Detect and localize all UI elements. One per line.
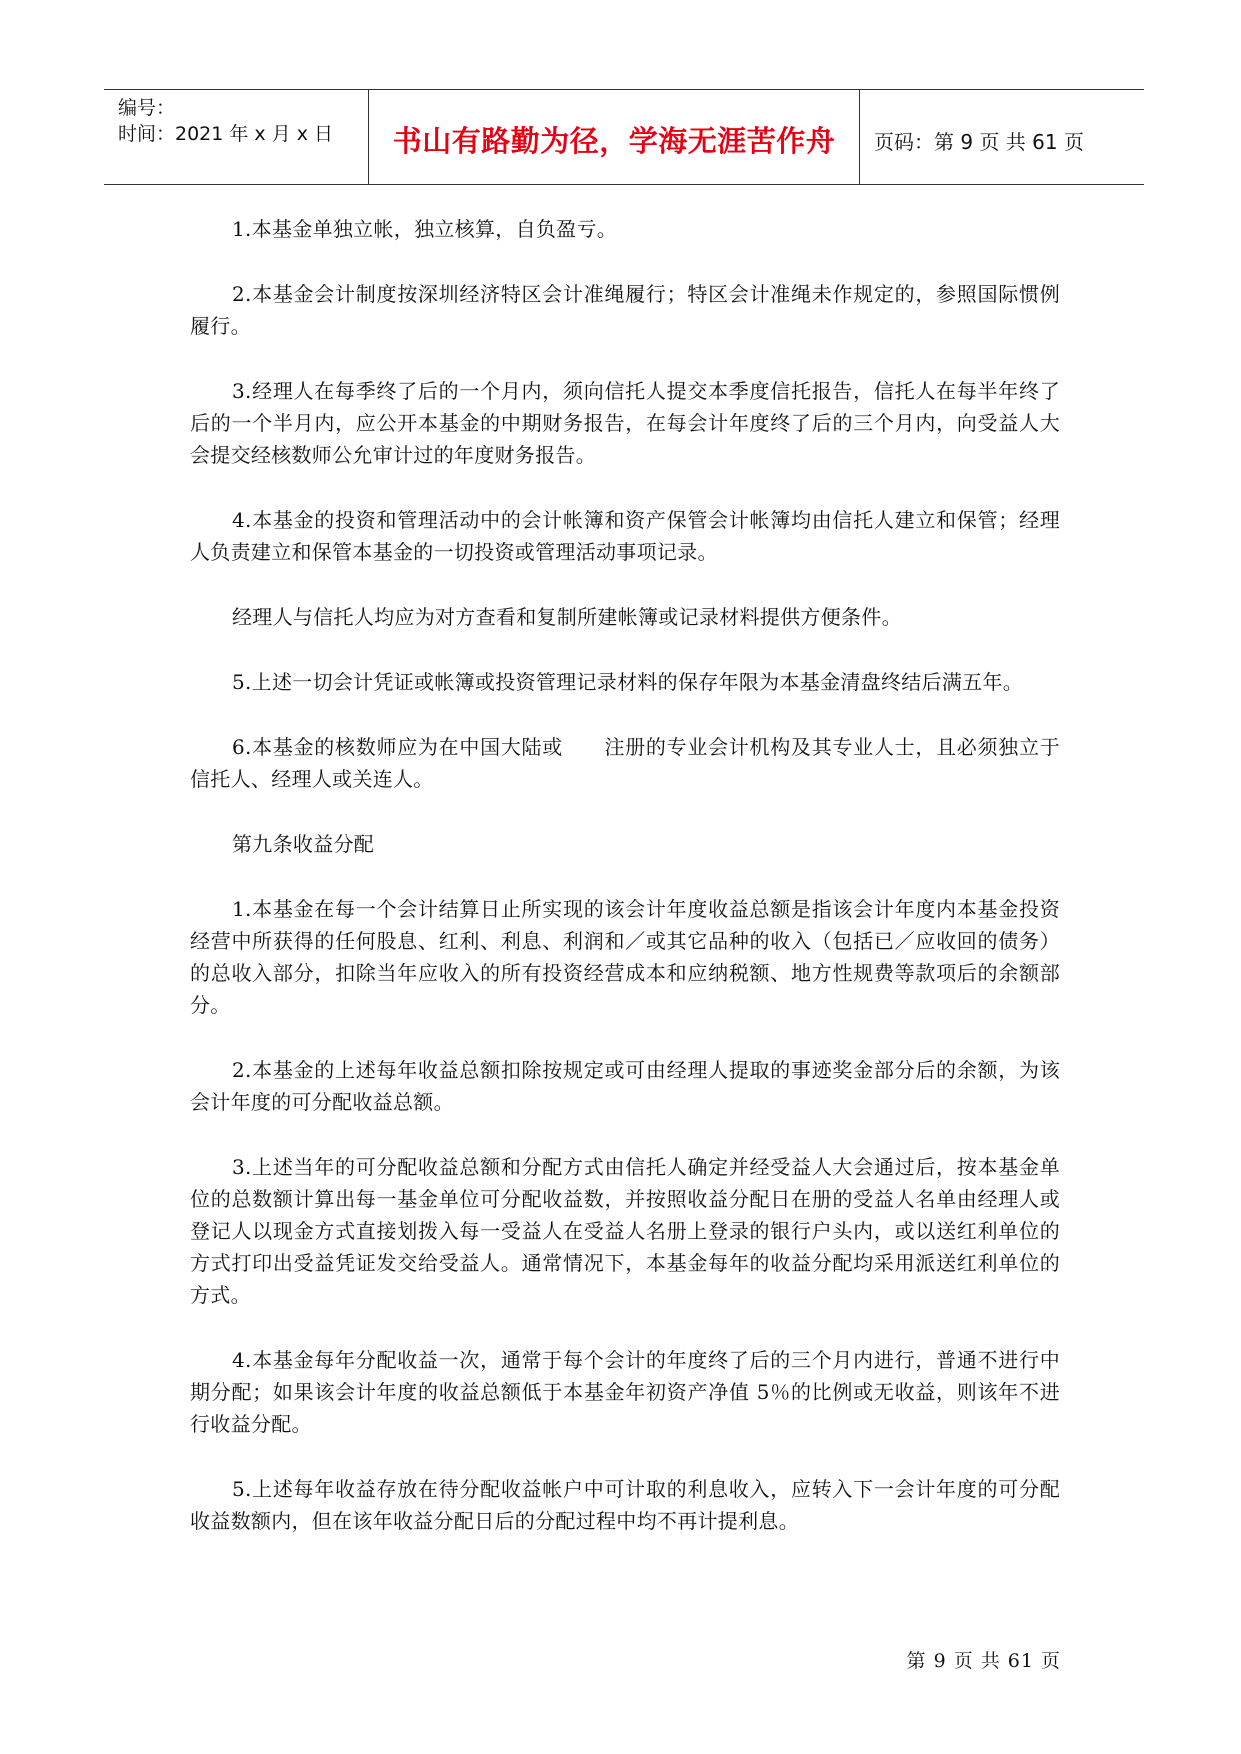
document-header — [104, 89, 1144, 185]
paragraph: 5.上述每年收益存放在待分配收益帐户中可计取的利息收入，应转入下一会计年度的可分配收益数额内，但在该年收益分配日后的分配过程中均不再计提利息。 — [190, 1477, 1060, 1533]
paragraph: 1.本基金单独立帐，独立核算，自负盈亏。 — [232, 217, 618, 241]
document-number-label: 编号： — [118, 97, 176, 119]
paragraph: 1.本基金在每一个会计结算日止所实现的该会计年度收益总额是指该会计年度内本基金投资经营中所获得的任何股息、红利、利息、利润和／或其它品种的收入（包括已／应收回的债务）的总收入部分，扣除当年应收入的所有投资经营成本和应纳税额、地方性规费等款项后的余额部分。 — [190, 897, 1060, 1017]
paragraph: 6.本基金的核数师应为在中国大陆或 注册的专业会计机构及其专业人士，且必须独立于信托人、经理人或关连人。 — [190, 735, 1060, 791]
document-date: 时间：2021 年 x 月 x 日 — [118, 123, 334, 145]
header-motto: 书山有路勤为径，学海无涯苦作舟 — [392, 124, 836, 158]
paragraph: 4.本基金的投资和管理活动中的会计帐簿和资产保管会计帐簿均由信托人建立和保管；经理人负责建立和保管本基金的一切投资或管理活动事项记录。 — [190, 508, 1060, 564]
document-body — [190, 213, 1060, 1570]
paragraph: 3.上述当年的可分配收益总额和分配方式由信托人确定并经受益人大会通过后，按本基金单位的总数额计算出每一基金单位可分配收益数，并按照收益分配日在册的受益人名单由经理人或登记人以现金方式直接划拨入每一受益人在受益人名册上登录的银行户头内，或以送红利单位的方式打印出受益凭证发交给受益人。通常情况下，本基金每年的收益分配均采用派送红利单位的方式。 — [190, 1155, 1060, 1307]
section-heading: 第九条收益分配 — [232, 832, 375, 856]
paragraph: 5.上述一切会计凭证或帐簿或投资管理记录材料的保存年限为本基金清盘终结后满五年。 — [232, 670, 1024, 694]
header-middle-cell — [369, 90, 860, 184]
header-right-cell — [860, 90, 1144, 184]
paragraph: 经理人与信托人均应为对方查看和复制所建帐簿或记录材料提供方便条件。 — [232, 605, 902, 629]
paragraph: 2.本基金会计制度按深圳经济特区会计准绳履行；特区会计准绳未作规定的，参照国际惯例履行。 — [190, 282, 1060, 338]
header-left-cell — [104, 90, 369, 184]
header-page-code: 页码：第 9 页 共 61 页 — [874, 130, 1084, 154]
page-footer-number: 第 9 页 共 61 页 — [906, 1650, 1061, 1672]
paragraph: 4.本基金每年分配收益一次，通常于每个会计的年度终了后的三个月内进行，普通不进行中期分配；如果该会计年度的收益总额低于本基金年初资产净值 5％的比例或无收益，则该年不进行收益分配。 — [190, 1348, 1060, 1436]
paragraph: 2.本基金的上述每年收益总额扣除按规定或可由经理人提取的事迹奖金部分后的余额，为该会计年度的可分配收益总额。 — [190, 1058, 1060, 1114]
paragraph: 3.经理人在每季终了后的一个月内，须向信托人提交本季度信托报告，信托人在每半年终了后的一个半月内，应公开本基金的中期财务报告，在每会计年度终了后的三个月内，向受益人大会提交经核数师公允审计过的年度财务报告。 — [190, 379, 1060, 467]
